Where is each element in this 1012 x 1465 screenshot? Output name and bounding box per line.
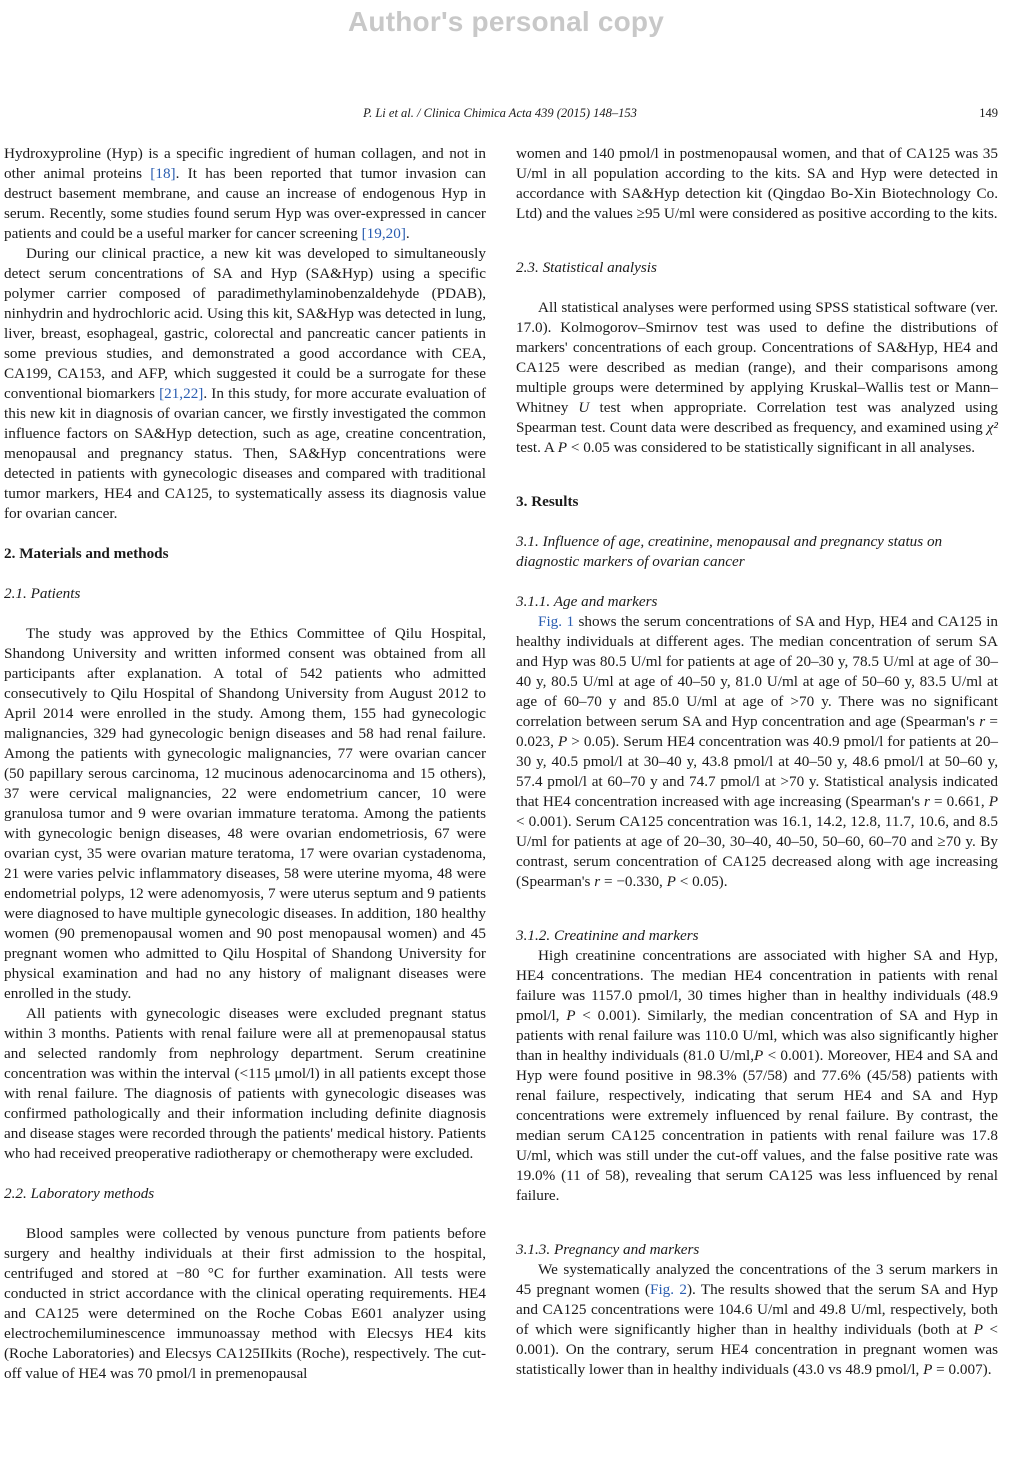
text-run: < 0.001). On the contrary, serum HE4 concentration in pregnant women was statistically lower than in healthy individuals (43.0 vs 48.9 pmol/l,: [516, 1321, 998, 1378]
paragraph-pregnancy: [516, 1260, 998, 1380]
running-head: [0, 106, 1012, 124]
italic-symbol: P: [557, 439, 568, 456]
paragraph-lab-methods: Blood samples were collected by venous puncture from patients before surgery and healthy individuals at their first admission to the hospital, centrifuged and stored at −80 °C for further examination. All tests were conducted in strict accordance with the clinical operating requirements. HE4 and CA125 were determined on the Roche Cobas E601 analyzer using electrochemiluminescence immunoassay method with Elecsys HE4 kits (Roche Laboratories) and Elecsys CA125IIkits (Roche), respectively. The cut-off value of HE4 was 70 pmol/l in premenopausal: [4, 1225, 486, 1382]
text-run: .: [405, 225, 410, 242]
text-run: High creatinine concentrations are associated with higher SA and Hyp, HE4 concentrations. The median HE4 concentration in patients with renal failure was 1157.0 pmol/l, 30 times higher than in healthy individuals (48.9 pmol/l,: [516, 947, 998, 1024]
text-run: test. A: [516, 439, 558, 456]
reference-link[interactable]: Fig. 1: [538, 613, 575, 630]
text-run: Hydroxyproline (Hyp) is a specific ingredient of human collagen, and not in other animal proteins: [4, 145, 486, 182]
watermark: Author's personal copy: [348, 6, 664, 37]
text-run: During our clinical practice, a new kit was developed to simultaneously detect serum concentrations of SA and Hyp (SA&Hyp) using a specific polymer carrier composed of paradimethylaminobenzaldehyde (PDAB), ninhydrin and hydrochloric acid. Using this kit, SA&Hyp was detected in lung, liver, breast, esophageal, gastric, colorectal and pancreatic cancer patients in some previous studies, and demonstrated a good accordance with CEA, CA199, CA153, and AFP, which suggested it could be a surrogate for these conventional biomarkers: [4, 245, 486, 402]
subsubsection-heading-age: 3.1.1. Age and markers: [516, 593, 658, 610]
subsection-heading-lab-methods: 2.2. Laboratory methods: [4, 1185, 155, 1202]
subsection-heading-influence: 3.1. Influence of age, creatinine, menopausal and pregnancy status on diagnostic markers of ovarian cancer: [516, 533, 943, 570]
text-run: shows the serum concentrations of SA and Hyp, HE4 and CA125 in healthy individuals at different ages. The median concentration of serum SA and Hyp was 80.5 U/ml for patients at age of 20–30 y, 78.5 U/ml at age of 30–40 y, 80.5 U/ml at age of 40–50 y, 81.0 U/ml at age of 50–60 y, 83.5 U/ml at age of 60–70 y and 85.0 U/ml at age of >70 y. There was no significant correlation between serum SA and Hyp concentration and age (Spearman's: [516, 613, 999, 730]
paragraph-statistics: [516, 298, 998, 458]
page-number: 149: [979, 106, 998, 120]
reference-link[interactable]: [19,20]: [361, 225, 406, 242]
subsubsection-heading-creatinine: 3.1.2. Creatinine and markers: [516, 927, 699, 944]
reference-link[interactable]: [21,22]: [159, 385, 204, 402]
text-run: > 0.05). Serum HE4 concentration was 40.9 pmol/l for patients at 20–30 y, 40.5 pmol/l at 30–40 y, 43.8 pmol/l at 40–50 y, 48.6 pmol/l at 50–60 y, 57.4 pmol/l at 60–70 y and 74.7 pmol/l at >70 y. Statistical analysis indicated that HE4 concentration increased with age increasing (Spearman's: [516, 733, 999, 810]
italic-symbol: P: [557, 733, 568, 750]
italic-symbol: P: [754, 1047, 764, 1064]
italic-symbol: P: [923, 1361, 933, 1378]
text-run: < 0.001). Serum CA125 concentration was 16.1, 14.2, 12.8, 11.7, 10.6, and 8.5 U/ml for patients at age of 20–30, 30–40, 40–50, 50–60, 60–70 and ≥70 y. By contrast, serum concentration of CA125 decreased along with age increasing (Spearman's: [516, 813, 998, 890]
text-run: < 0.05).: [675, 873, 728, 890]
paragraph-kit-intro: [4, 244, 486, 524]
reference-link[interactable]: [18]: [150, 165, 176, 182]
italic-symbol: P: [666, 873, 676, 890]
paragraph-age: [516, 612, 998, 892]
paragraph-patients: The study was approved by the Ethics Committee of Qilu Hospital, Shandong University and written informed consent was obtained from all participants after explanation. A total of 542 patients who admitted consecutively to Qilu Hospital of Shandong University from August 2012 to April 2014 were enrolled in the study. Among them, 155 had gynecologic malignancies, 329 had gynecologic benign diseases and 58 had renal failure. Among the patients with gynecologic malignancies, 77 were ovarian cancer (50 papillary serous carcinoma, 12 mucinous adenocarcinoma and 15 others), 37 were cervical malignancies, 22 were endometrium cancer, 10 were granulosa tumor and 9 were ovarian immature teratoma. Among the patients with gynecologic benign diseases, 48 were ovarian endometriosis, 67 were ovarian cyst, 35 were ovarian mature teratoma, 17 were ovarian cystadenoma, 21 were varies pelvic inflammatory diseases, 58 were uterine myoma, 48 were endometrial polyps, 12 were adenomyosis, 7 were uterus septum and 9 patients were diagnosed to have multiple gynecologic diseases. In addition, 180 healthy women (90 premenopausal women and 90 post menopausal women) and 45 pregnant women who admitted to Qilu Hospital of Shandong University for physical examination and had no any history of malignant diseases were enrolled in the study.: [4, 625, 486, 1002]
text-run: . In this study, for more accurate evaluation of this new kit in diagnosis of ovarian cancer, we firstly investigated the common influence factors on SA&Hyp detection, such as age, creatine concentration, menopausal and pregnancy status. Then, SA&Hyp concentrations were detected in patients with gynecologic diseases and compared with traditional tumor markers, HE4 and CA125, to systematically assess its diagnosis value for ovarian cancer.: [4, 385, 487, 522]
paragraph-creatinine: [516, 946, 998, 1206]
text-run: = 0.661,: [929, 793, 989, 810]
subsection-heading-statistics: 2.3. Statistical analysis: [516, 259, 657, 276]
text-run: = 0.007).: [932, 1361, 992, 1378]
text-run: < 0.001). Similarly, the median concentration of SA and Hyp in patients with renal failure was 110.0 U/ml, which was also significantly higher than in healthy individuals (81.0 U/ml,: [516, 1007, 998, 1064]
italic-symbol: P: [973, 1321, 983, 1338]
paragraph-exclusion: All patients with gynecologic diseases were excluded pregnant status within 3 months. Patients with renal failure were all at premenopausal status and selected randomly from nephrology department. Serum creatinine concentration was within the interval (<115 μmol/l) in all patients except those with renal failure. The diagnosis of patients with gynecologic diseases was confirmed pathologically and their information including definite diagnosis and disease stages were recorded through the patients' medical history. Patients who had received preoperative radiotherapy or chemotherapy were excluded.: [4, 1005, 486, 1162]
text-run: . It has been reported that tumor invasion can destruct basement membrane, and cause an increase of endogenous Hyp in serum. Recently, some studies found serum Hyp was over-expressed in cancer patients and could be a useful marker for cancer screening: [4, 165, 486, 242]
italic-symbol: χ²: [986, 419, 998, 436]
right-column: [516, 144, 998, 1380]
reference-link[interactable]: Fig. 2: [650, 1281, 687, 1298]
italic-symbol: r: [924, 793, 930, 810]
paragraph-cutoffs: women and 140 pmol/l in postmenopausal women, and that of CA125 was 35 U/ml in all population according to the kits. SA and Hyp were detected in accordance with SA&Hyp detection kit (Qingdao Bo-Xin Biotechnology Co. Ltd) and the values ≥95 U/ml were considered as positive according to the kits.: [516, 145, 998, 222]
italic-symbol: P: [988, 793, 998, 810]
text-run: All statistical analyses were performed using SPSS statistical software (ver. 17.0). Kolmogorov–Smirnov test was used to define the distributions of markers' concentrations of each group. Concentrations of SA&Hyp, HE4 and CA125 were described as median (range), and their comparisons among multiple groups were determined by applying Kruskal–Wallis test or Mann–Whitney: [516, 299, 998, 416]
journal-citation: P. Li et al. / Clinica Chimica Acta 439 (2015) 148–153: [363, 106, 637, 120]
italic-symbol: r: [979, 713, 986, 730]
text-run: = −0.330,: [600, 873, 667, 890]
text-run: = 0.023,: [516, 713, 998, 750]
paragraph-hyp-intro: [4, 144, 486, 244]
text-run: test when appropriate. Correlation test was analyzed using Spearman test. Count data were described as frequency, and examined using: [516, 399, 998, 436]
subsection-heading-patients: 2.1. Patients: [4, 585, 81, 602]
italic-symbol: U: [578, 399, 590, 416]
text-run: ). The results showed that the serum SA and Hyp and CA125 concentrations were 104.6 U/ml and 49.8 U/ml, respectively, both of which were significantly higher than in healthy individuals (both at: [516, 1281, 998, 1338]
section-heading-methods: 2. Materials and methods: [4, 545, 169, 562]
text-run: We systematically analyzed the concentrations of the 3 serum markers in 45 pregnant women (: [516, 1261, 998, 1298]
italic-symbol: P: [566, 1007, 576, 1024]
section-heading-results: 3. Results: [516, 493, 579, 510]
subsubsection-heading-pregnancy: 3.1.3. Pregnancy and markers: [516, 1241, 700, 1258]
text-run: < 0.001). Moreover, HE4 and SA and Hyp were found positive in 98.3% (57/58) and 77.6% (45/58) patients with renal failure, respectively, indicating that serum HE4 and SA and Hyp concentrations were extremely influenced by renal failure. By contrast, the median serum CA125 concentration in patients with renal failure was 17.8 U/ml, which was still under the cut-off values, and the false positive rate was 19.0% (11 of 58), revealing that serum CA125 was less influenced by renal failure.: [516, 1047, 998, 1204]
text-run: < 0.05 was considered to be statistically significant in all analyses.: [567, 439, 976, 456]
left-column: [4, 144, 486, 1384]
italic-symbol: r: [594, 873, 601, 890]
